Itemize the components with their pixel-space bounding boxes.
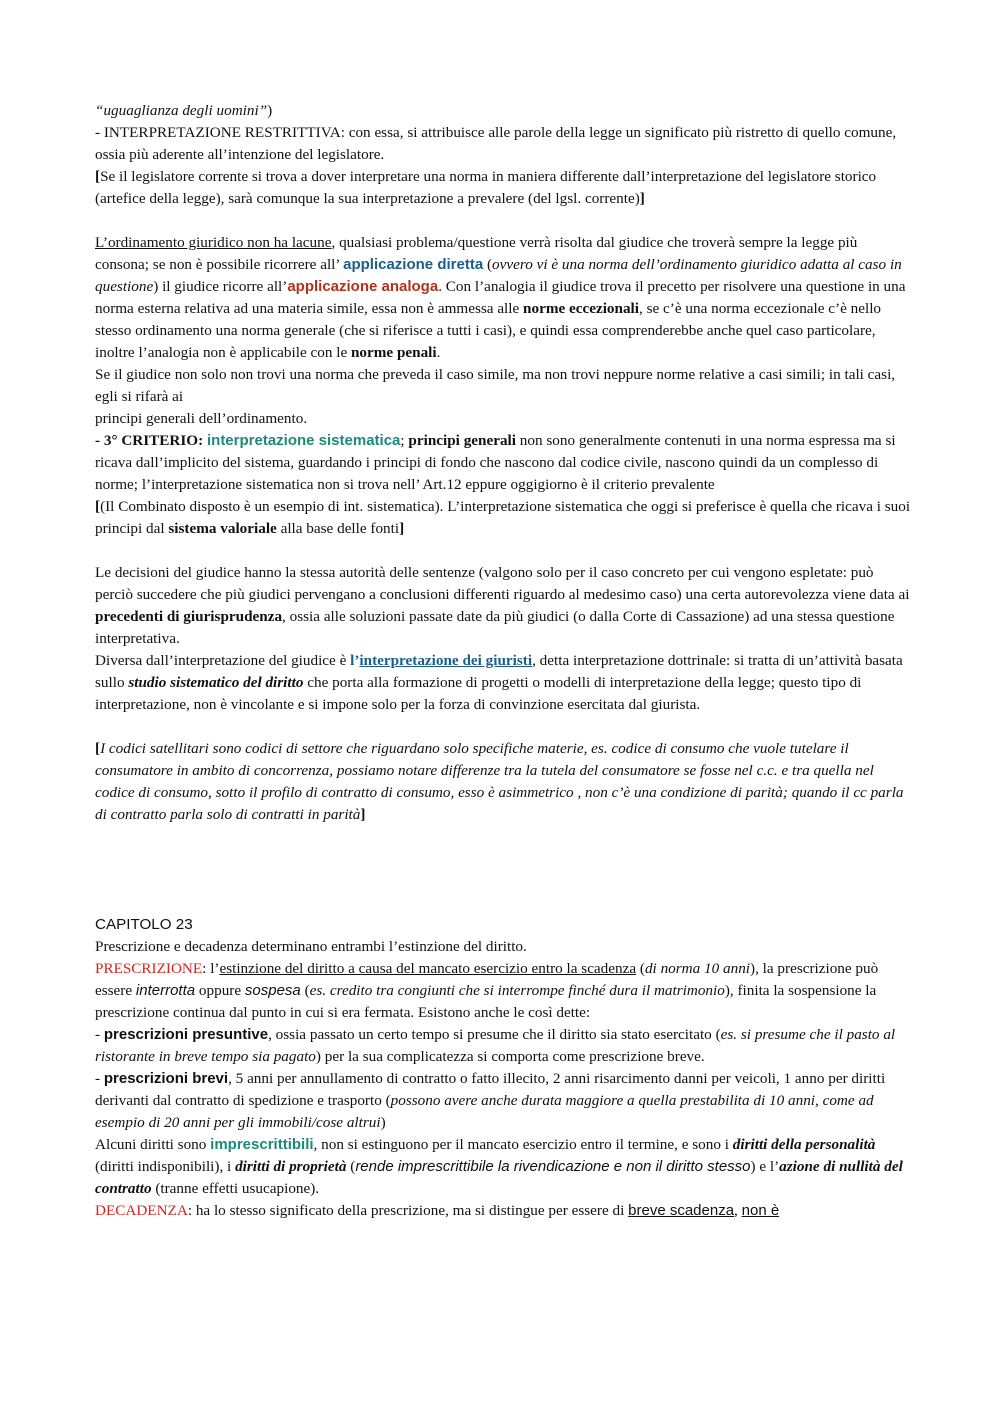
link-interpretazione-dei-giuristi[interactable]: l’interpretazione dei giuristi [350, 652, 533, 669]
label-prescrizione: PRESCRIZIONE [95, 960, 203, 977]
paragraph-prescrizioni-brevi: - prescrizioni brevi, 5 anni per annullamento di contratto o fatto illecito, 2 anni risarcimento danni per veicoli, 1 anno per diritti derivanti dal contratto di spedizione e trasporto (possono avere anche durata maggiore a quella prestabilita di 10 anni, come ad esempio di 20 anni per gli immobili/cose altrui) [95, 1070, 886, 1131]
highlight-applicazione-diretta: applicazione diretta [343, 256, 484, 273]
paragraph-combinato-disposto: [(Il Combinato disposto è un esempio di int. sistematica). L’interpretazione sistematica che oggi si preferisce è quella che ricava i suoi principi dal sistema valoriale alla base delle fonti] [95, 498, 911, 537]
highlight-applicazione-analoga: applicazione analoga [287, 278, 439, 295]
paragraph-satellite-codes: [I codici satellitari sono codici di settore che riguardano solo specifiche materie, es. codice di consumo che vuole tutelare il consumatore in ambito di concorrenza, possiamo notare differenze tra la tutela del consumatore se fosse nel c.c. e tra quella nel codice di consumo, sotto il profilo di contratto di consumo, esso è asimmetrico , non c’è una condizione di parità; quando il cc parla di contratto parla solo di contratti in parità] [95, 740, 904, 823]
highlight-interpretazione-sistematica: interpretazione sistematica [206, 432, 401, 449]
paragraph-prescrizioni-presuntive: - prescrizioni presuntive, ossia passato un certo tempo si presume che il diritto sia stato esercitato (es. si presume che il pasto al ristorante in breve tempo sia pagato) per la sua complicatezza si comporta come prescrizione breve. [95, 1026, 896, 1065]
label-decadenza: DECADENZA [95, 1202, 188, 1219]
paragraph-general-principles: Se il giudice non solo non trovi una norma che preveda il caso simile, ma non trovi neppure norme relative a casi simili; in tali casi, egli si rifarà ai principi generali dell’ordinamento. [95, 366, 896, 427]
document-page [95, 100, 915, 1222]
paragraph-prescrizione: PRESCRIZIONE: l’estinzione del diritto a causa del mancato esercizio entro la scadenza (di norma 10 anni), la prescrizione può essere interrotta oppure sospesa (es. credito tra congiunti che si interrompe finché dura il matrimonio), finita la sospensione la prescrizione continua dal punto in cui si era fermata. Esistono anche le così dette: [95, 960, 879, 1021]
paragraph-jurists-interpretation: Diversa dall’interpretazione del giudice è l’interpretazione dei giuristi, detta interpretazione dottrinale: si tratta di un’attività basata sullo studio sistematico del diritto che porta alla formazione di progetti o modelli di interpretazione della legge; questo tipo di interpretazione, non è vincolante e si impone solo per la forza di convinzione esercitata dal giurista. [95, 652, 903, 713]
paragraph-decadenza: DECADENZA: ha lo stesso significato della prescrizione, ma si distingue per essere di breve scadenza, non è [95, 1202, 780, 1219]
paragraph-third-criterion: - 3° CRITERIO: interpretazione sistematica; principi generali non sono generalmente contenuti in una norma espressa ma si ricava dall’implicito del sistema, guardando i principi di fondo che nascono dal codice civile, nascono quindi da un complesso di norme; l’interpretazione sistematica non si trova nell’ Art.12 eppure oggigiorno è il criterio prevalente [95, 432, 896, 493]
paragraph-analogy: L’ordinamento giuridico non ha lacune, qualsiasi problema/questione verrà risolta dal giudice che troverà sempre la legge più consona; se non è possibile ricorrere all’ applicazione diretta (ovvero vi è una norma dell’ordinamento giuridico adatta al caso in questione) il giudice ricorre all’applicazione analoga. Con l’analogia il giudice trova il precetto per risolvere una questione in una norma esterna relativa ad una materia simile, essa non è ammessa alle norme eccezionali, se c’è una norma eccezionale c’è nello stesso ordinamento una norma generale (che si riferisce a tutti i casi), e quindi essa comprenderebbe anche quel caso particolare, inoltre l’analogia non è applicabile con le norme penali. [95, 234, 906, 361]
paragraph-quote: “uguaglianza degli uomini”) [95, 102, 273, 119]
chapter-title: CAPITOLO 23 [95, 916, 193, 933]
paragraph-restrictive-interpretation: - INTERPRETAZIONE RESTRITTIVA: con essa, si attribuisce alle parole della legge un significato più ristretto di quello comune, ossia più aderente all’intenzione del legislatore. [95, 124, 897, 163]
paragraph-judge-decisions: Le decisioni del giudice hanno la stessa autorità delle sentenze (valgono solo per il caso concreto per cui vengono espletate: può perciò succedere che più giudici pervengano a conclusioni differenti riguardo al medesimo caso) una certa autorevolezza viene data ai precedenti di giurisprudenza, ossia alle soluzioni passate date da più giudici (o dalla Corte di Cassazione) ad una stessa questione interpretativa. [95, 564, 910, 647]
highlight-imprescrittibili: imprescrittibili [210, 1136, 314, 1153]
paragraph-imprescrittibili: Alcuni diritti sono imprescrittibili, non si estinguono per il mancato esercizio entro il termine, e sono i diritti della personalità (diritti indisponibili), i diritti di proprietà (rende imprescrittibile la rivendicazione e non il diritto stesso) e l’azione di nullità del contratto (tranne effetti usucapione). [95, 1136, 903, 1197]
paragraph-legislator-note: [Se il legislatore corrente si trova a dover interpretare una norma in maniera differente dall’interpretazione del legislatore storico (artefice della legge), sarà comunque la sua interpretazione a prevalere (del lgsl. corrente)] [95, 168, 877, 207]
chapter-intro: Prescrizione e decadenza determinano entrambi l’estinzione del diritto. [95, 938, 527, 955]
